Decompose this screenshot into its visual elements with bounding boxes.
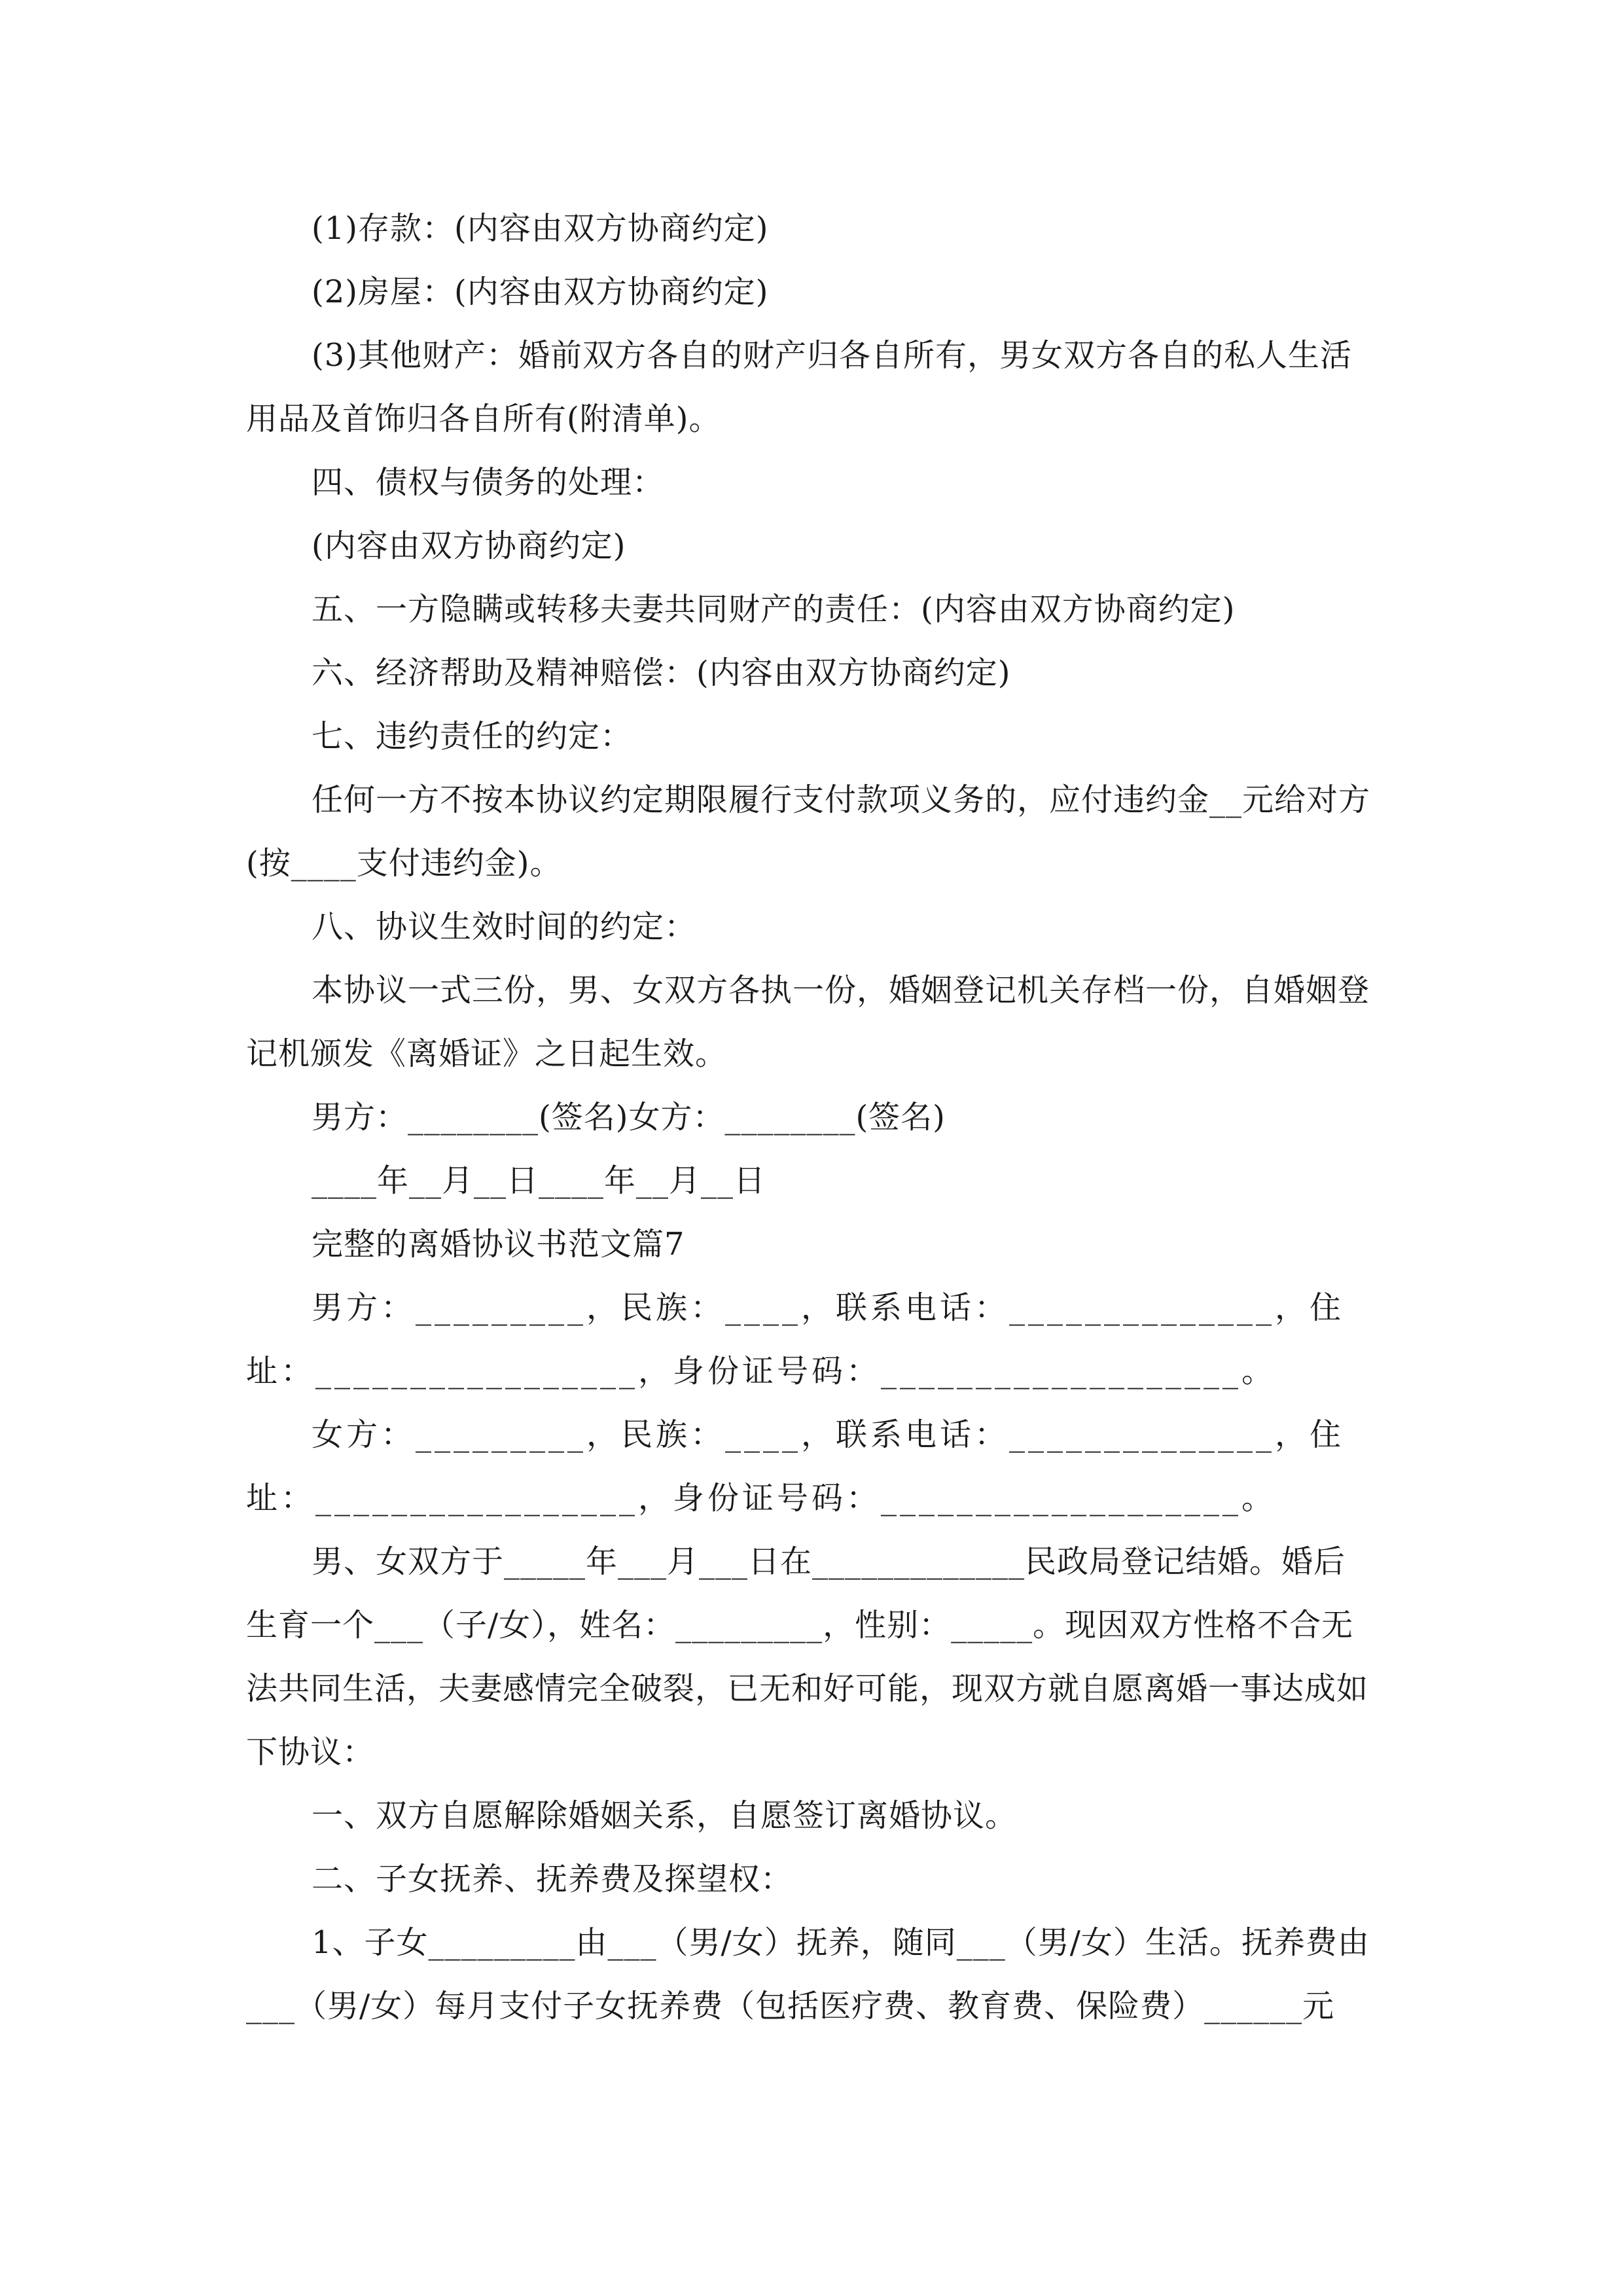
paragraph-debt-content: (内容由双方协商约定) xyxy=(312,528,626,564)
heading-breach-liability: 七、违约责任的约定： xyxy=(312,718,633,755)
heading-debt-handling: 四、债权与债务的处理： xyxy=(312,464,665,501)
signature-line: 男方：________(签名)女方：________(签名) xyxy=(312,1099,946,1136)
paragraph-copies: 本协议一式三份，男、女双方各执一份，婚姻登记机关存档一份，自婚姻登记机颁发《离婚证》之日起生效。 xyxy=(246,972,1370,1072)
heading-effective-time: 八、协议生效时间的约定： xyxy=(312,908,697,945)
date-line: ____年__月__日____年__月__日 xyxy=(312,1162,766,1199)
paragraph-house: (2)房屋：(内容由双方协商约定) xyxy=(312,274,769,310)
paragraph-other-property: (3)其他财产：婚前双方各自的财产归各自所有，男女双方各自的私人生活用品及首饰归各自所有(附清单)。 xyxy=(246,337,1352,437)
wife-info: 女方：_________，民族：____，联系电话：______________，住址：_________________，身份证号码：___________________。 xyxy=(246,1416,1345,1516)
paragraph-breach-penalty: 任何一方不按本协议约定期限履行支付款项义务的，应付违约金__元给对方(按____支付违约金)。 xyxy=(246,781,1371,882)
heading-concealment-liability: 五、一方隐瞒或转移夫妻共同财产的责任：(内容由双方协商约定) xyxy=(312,591,1236,628)
clause-dissolve-marriage: 一、双方自愿解除婚姻关系，自愿签订离婚协议。 xyxy=(312,1797,1018,1834)
heading-child-custody: 二、子女抚养、抚养费及探望权： xyxy=(312,1861,793,1897)
section-title-article-7: 完整的离婚协议书范文篇7 xyxy=(312,1226,685,1263)
clause-child-support: 1、子女_________由___（男/女）抚养，随同___（男/女）生活。抚养费由___（男/女）每月支付子女抚养费（包括医疗费、教育费、保险费）______元 xyxy=(246,1924,1370,2024)
husband-info: 男方：_________，民族：____，联系电话：______________，住址：_________________，身份证号码：___________________。 xyxy=(246,1289,1345,1390)
paragraph-marriage-facts: 男、女双方于_____年___月___日在_____________民政局登记结婚。婚后生育一个___（子/女），姓名：_________，性别：_____。现因双方性格不合无法共同生活，夫妻感情完全破裂，已无和好可能，现双方就自愿离婚一事达成如下协议： xyxy=(246,1543,1369,1770)
paragraph-deposit: (1)存款：(内容由双方协商约定) xyxy=(312,210,769,247)
heading-economic-help: 六、经济帮助及精神赔偿：(内容由双方协商约定) xyxy=(312,655,1011,691)
